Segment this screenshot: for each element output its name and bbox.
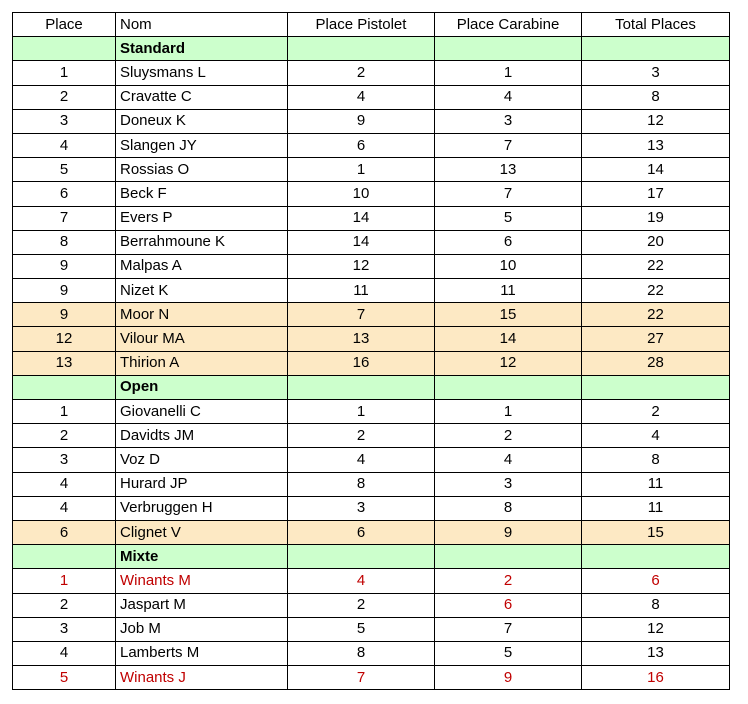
table-row — [13, 303, 730, 327]
carabine-cell: 4 — [435, 85, 582, 109]
total-cell: 6 — [582, 569, 730, 593]
section-title: Open — [116, 375, 288, 399]
place-cell: 3 — [13, 617, 116, 641]
header-nom: Nom — [116, 13, 288, 37]
carabine-cell: 9 — [435, 520, 582, 544]
total-cell: 11 — [582, 472, 730, 496]
table-row — [13, 400, 730, 424]
table-row — [13, 109, 730, 133]
table-row — [13, 520, 730, 544]
section-total-empty — [582, 375, 730, 399]
section-carabine-empty — [435, 545, 582, 569]
pistolet-cell: 2 — [288, 424, 435, 448]
section-row-standard — [13, 37, 730, 61]
table-row — [13, 617, 730, 641]
total-cell: 3 — [582, 61, 730, 85]
section-title: Standard — [116, 37, 288, 61]
name-cell: Evers P — [116, 206, 288, 230]
place-cell: 3 — [13, 448, 116, 472]
carabine-cell: 2 — [435, 424, 582, 448]
place-cell: 4 — [13, 472, 116, 496]
pistolet-cell: 4 — [288, 85, 435, 109]
name-cell: Clignet V — [116, 520, 288, 544]
name-cell: Doneux K — [116, 109, 288, 133]
carabine-cell: 6 — [435, 593, 582, 617]
place-cell: 4 — [13, 496, 116, 520]
name-cell: Giovanelli C — [116, 400, 288, 424]
place-cell: 5 — [13, 666, 116, 690]
table-row — [13, 206, 730, 230]
pistolet-cell: 14 — [288, 230, 435, 254]
header-total: Total Places — [582, 13, 730, 37]
section-pistolet-empty — [288, 545, 435, 569]
carabine-cell: 4 — [435, 448, 582, 472]
pistolet-cell: 1 — [288, 400, 435, 424]
header-place: Place — [13, 13, 116, 37]
pistolet-cell: 8 — [288, 641, 435, 665]
section-row-mixte — [13, 545, 730, 569]
place-cell: 7 — [13, 206, 116, 230]
results-table — [12, 12, 730, 690]
name-cell: Cravatte C — [116, 85, 288, 109]
table-row — [13, 472, 730, 496]
pistolet-cell: 10 — [288, 182, 435, 206]
place-cell: 9 — [13, 303, 116, 327]
carabine-cell: 8 — [435, 496, 582, 520]
section-pistolet-empty — [288, 375, 435, 399]
pistolet-cell: 3 — [288, 496, 435, 520]
total-cell: 8 — [582, 448, 730, 472]
carabine-cell: 10 — [435, 254, 582, 278]
name-cell: Winants M — [116, 569, 288, 593]
total-cell: 8 — [582, 593, 730, 617]
section-place-empty — [13, 375, 116, 399]
place-cell: 13 — [13, 351, 116, 375]
total-cell: 20 — [582, 230, 730, 254]
section-total-empty — [582, 37, 730, 61]
section-place-empty — [13, 37, 116, 61]
table-row — [13, 133, 730, 157]
place-cell: 4 — [13, 641, 116, 665]
place-cell: 4 — [13, 133, 116, 157]
pistolet-cell: 8 — [288, 472, 435, 496]
table-row — [13, 351, 730, 375]
header-carabine: Place Carabine — [435, 13, 582, 37]
carabine-cell: 5 — [435, 641, 582, 665]
name-cell: Vilour MA — [116, 327, 288, 351]
table-row — [13, 448, 730, 472]
name-cell: Slangen JY — [116, 133, 288, 157]
name-cell: Rossias O — [116, 158, 288, 182]
place-cell: 5 — [13, 158, 116, 182]
name-cell: Jaspart M — [116, 593, 288, 617]
total-cell: 4 — [582, 424, 730, 448]
carabine-cell: 2 — [435, 569, 582, 593]
section-title: Mixte — [116, 545, 288, 569]
table-row — [13, 61, 730, 85]
carabine-cell: 1 — [435, 400, 582, 424]
total-cell: 12 — [582, 109, 730, 133]
table-row — [13, 569, 730, 593]
table-row — [13, 641, 730, 665]
section-row-open — [13, 375, 730, 399]
table-row — [13, 158, 730, 182]
place-cell: 2 — [13, 593, 116, 617]
carabine-cell: 3 — [435, 109, 582, 133]
pistolet-cell: 6 — [288, 520, 435, 544]
results-table-body — [13, 13, 730, 690]
name-cell: Beck F — [116, 182, 288, 206]
section-carabine-empty — [435, 37, 582, 61]
table-row — [13, 593, 730, 617]
name-cell: Verbruggen H — [116, 496, 288, 520]
carabine-cell: 14 — [435, 327, 582, 351]
header-row — [13, 13, 730, 37]
total-cell: 17 — [582, 182, 730, 206]
name-cell: Davidts JM — [116, 424, 288, 448]
place-cell: 2 — [13, 85, 116, 109]
name-cell: Thirion A — [116, 351, 288, 375]
name-cell: Nizet K — [116, 279, 288, 303]
pistolet-cell: 2 — [288, 61, 435, 85]
name-cell: Voz D — [116, 448, 288, 472]
place-cell: 12 — [13, 327, 116, 351]
total-cell: 28 — [582, 351, 730, 375]
name-cell: Malpas A — [116, 254, 288, 278]
table-row — [13, 182, 730, 206]
name-cell: Job M — [116, 617, 288, 641]
total-cell: 27 — [582, 327, 730, 351]
carabine-cell: 6 — [435, 230, 582, 254]
total-cell: 22 — [582, 303, 730, 327]
total-cell: 12 — [582, 617, 730, 641]
place-cell: 1 — [13, 569, 116, 593]
section-total-empty — [582, 545, 730, 569]
place-cell: 6 — [13, 182, 116, 206]
pistolet-cell: 4 — [288, 569, 435, 593]
carabine-cell: 1 — [435, 61, 582, 85]
carabine-cell: 7 — [435, 133, 582, 157]
pistolet-cell: 16 — [288, 351, 435, 375]
total-cell: 13 — [582, 641, 730, 665]
pistolet-cell: 6 — [288, 133, 435, 157]
place-cell: 6 — [13, 520, 116, 544]
name-cell: Winants J — [116, 666, 288, 690]
table-row — [13, 85, 730, 109]
total-cell: 22 — [582, 279, 730, 303]
total-cell: 19 — [582, 206, 730, 230]
table-row — [13, 666, 730, 690]
total-cell: 14 — [582, 158, 730, 182]
carabine-cell: 9 — [435, 666, 582, 690]
total-cell: 16 — [582, 666, 730, 690]
pistolet-cell: 14 — [288, 206, 435, 230]
carabine-cell: 7 — [435, 617, 582, 641]
carabine-cell: 5 — [435, 206, 582, 230]
pistolet-cell: 2 — [288, 593, 435, 617]
total-cell: 2 — [582, 400, 730, 424]
place-cell: 1 — [13, 61, 116, 85]
place-cell: 1 — [13, 400, 116, 424]
carabine-cell: 3 — [435, 472, 582, 496]
table-row — [13, 230, 730, 254]
total-cell: 11 — [582, 496, 730, 520]
name-cell: Hurard JP — [116, 472, 288, 496]
table-row — [13, 424, 730, 448]
place-cell: 3 — [13, 109, 116, 133]
pistolet-cell: 13 — [288, 327, 435, 351]
carabine-cell: 7 — [435, 182, 582, 206]
table-row — [13, 254, 730, 278]
pistolet-cell: 9 — [288, 109, 435, 133]
total-cell: 8 — [582, 85, 730, 109]
pistolet-cell: 7 — [288, 666, 435, 690]
pistolet-cell: 7 — [288, 303, 435, 327]
name-cell: Sluysmans L — [116, 61, 288, 85]
pistolet-cell: 11 — [288, 279, 435, 303]
section-carabine-empty — [435, 375, 582, 399]
pistolet-cell: 5 — [288, 617, 435, 641]
header-pistolet: Place Pistolet — [288, 13, 435, 37]
place-cell: 9 — [13, 279, 116, 303]
pistolet-cell: 1 — [288, 158, 435, 182]
table-row — [13, 496, 730, 520]
carabine-cell: 11 — [435, 279, 582, 303]
total-cell: 22 — [582, 254, 730, 278]
total-cell: 13 — [582, 133, 730, 157]
name-cell: Moor N — [116, 303, 288, 327]
total-cell: 15 — [582, 520, 730, 544]
table-row — [13, 279, 730, 303]
place-cell: 8 — [13, 230, 116, 254]
pistolet-cell: 12 — [288, 254, 435, 278]
name-cell: Lamberts M — [116, 641, 288, 665]
section-place-empty — [13, 545, 116, 569]
name-cell: Berrahmoune K — [116, 230, 288, 254]
carabine-cell: 13 — [435, 158, 582, 182]
table-row — [13, 327, 730, 351]
place-cell: 9 — [13, 254, 116, 278]
carabine-cell: 15 — [435, 303, 582, 327]
carabine-cell: 12 — [435, 351, 582, 375]
pistolet-cell: 4 — [288, 448, 435, 472]
section-pistolet-empty — [288, 37, 435, 61]
place-cell: 2 — [13, 424, 116, 448]
